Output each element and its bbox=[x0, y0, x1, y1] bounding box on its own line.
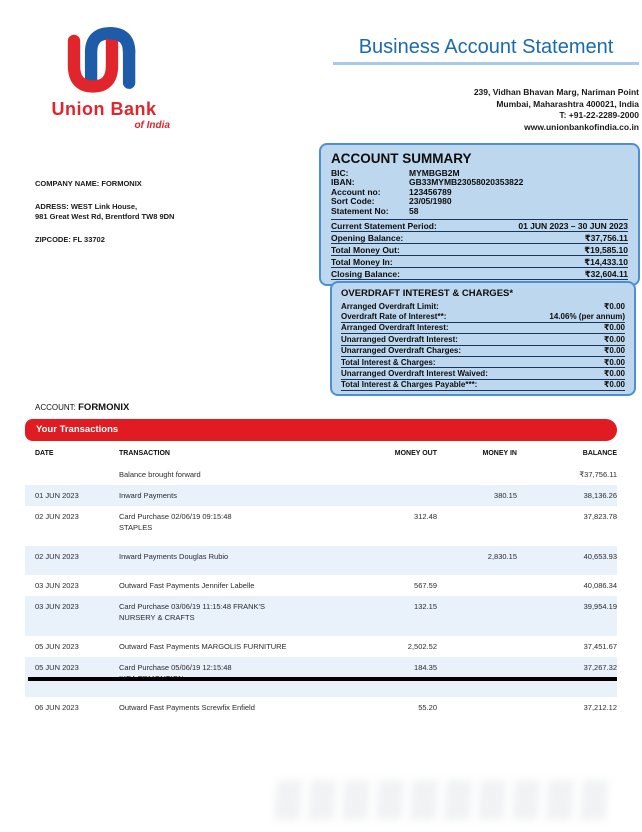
tx-date-cell: 05 JUN 2023 bbox=[35, 642, 79, 651]
page-title: Business Account Statement bbox=[358, 36, 614, 58]
overdraft-row bbox=[341, 311, 625, 321]
summary-info-value: GB33MYMB23058020353822 bbox=[409, 177, 524, 188]
tx-desc-cell bbox=[119, 601, 335, 623]
overdraft-row-label: Total Interest & Charges Payable***: bbox=[341, 380, 478, 390]
summary-info-label: BIC: bbox=[331, 168, 349, 178]
summary-info-label: Statement No: bbox=[331, 205, 389, 216]
tx-desc-line1: Outward Fast Payments MARGOLIS FURNITURE bbox=[119, 642, 287, 651]
tx-balance-cell: 40,086.34 bbox=[583, 581, 617, 590]
company-zipcode-line: ZIPCODE: FL 33702 bbox=[35, 235, 105, 244]
tx-date-cell: 03 JUN 2023 bbox=[35, 581, 79, 590]
table-row bbox=[25, 697, 617, 718]
tx-desc-cell bbox=[119, 469, 335, 480]
summary-value-row bbox=[331, 255, 628, 267]
tx-balance-cell: 37,267.32 bbox=[583, 663, 617, 672]
tx-desc-cell bbox=[119, 702, 335, 713]
summary-value-amount: ₹14,433.10 bbox=[584, 256, 628, 267]
tx-date-cell: 02 JUN 2023 bbox=[35, 552, 79, 561]
tx-desc-line2: STAPLES bbox=[119, 523, 153, 532]
summary-info-value: 23/05/1980 bbox=[409, 196, 452, 207]
tx-date-cell: 05 JUN 2023 bbox=[35, 663, 79, 672]
tx-money-out-cell bbox=[341, 490, 437, 501]
overdraft-row bbox=[341, 301, 625, 311]
tx-desc-line1: Inward Payments bbox=[119, 491, 177, 500]
tx-desc-line1: Outward Fast Payments Screwfix Enfield bbox=[119, 703, 255, 712]
tx-money-in-cell bbox=[443, 702, 517, 713]
overdraft-row bbox=[341, 333, 625, 344]
summary-value-label: Opening Balance: bbox=[331, 232, 404, 243]
summary-info-label: Account no: bbox=[331, 186, 381, 197]
transactions-header-row bbox=[25, 445, 617, 464]
overdraft-box bbox=[330, 281, 636, 396]
tx-money-out-cell: 184.35 bbox=[414, 663, 437, 672]
table-row bbox=[25, 464, 617, 485]
summary-info-label: IBAN: bbox=[331, 177, 355, 188]
table-row bbox=[25, 506, 617, 546]
overdraft-row-label: Unarranged Overdraft Charges: bbox=[341, 346, 462, 356]
column-header-transaction: TRANSACTION bbox=[119, 450, 170, 457]
summary-info-value: MYMBGB2M bbox=[409, 168, 460, 178]
tx-money-out-cell: 312.48 bbox=[414, 512, 437, 521]
tx-money-in-cell bbox=[443, 641, 517, 652]
summary-value-label: Closing Balance: bbox=[331, 268, 400, 279]
summary-info-rows bbox=[331, 169, 628, 216]
company-address-line2: 981 Great West Rd, Brentford TW8 9DN bbox=[35, 212, 175, 221]
tx-desc-cell bbox=[119, 511, 335, 533]
title-underline bbox=[333, 62, 639, 65]
tx-balance-cell: 37,451.67 bbox=[583, 642, 617, 651]
tx-money-out-cell bbox=[341, 469, 437, 480]
tx-money-in-cell bbox=[443, 580, 517, 591]
column-header-money-in: MONEY IN bbox=[482, 450, 517, 457]
tx-money-out-cell: 567.59 bbox=[414, 581, 437, 590]
summary-info-row bbox=[331, 207, 628, 216]
overdraft-row-label: Total Interest & Charges: bbox=[341, 357, 436, 367]
summary-value-rows bbox=[331, 219, 628, 280]
overdraft-row-label: Unarranged Overdraft Interest: bbox=[341, 334, 458, 344]
overdraft-row bbox=[341, 379, 625, 391]
tx-desc-cell bbox=[119, 580, 335, 591]
tx-date-cell: 03 JUN 2023 bbox=[35, 602, 79, 611]
tx-date-cell: 06 JUN 2023 bbox=[35, 703, 79, 712]
summary-info-value: 58 bbox=[409, 205, 419, 216]
account-line bbox=[35, 402, 129, 413]
summary-value-amount: 01 JUN 2023 – 30 JUN 2023 bbox=[518, 220, 628, 231]
overdraft-row-label: Unarranged Overdraft Interest Waived: bbox=[341, 368, 488, 378]
overdraft-row bbox=[341, 345, 625, 356]
summary-value-row bbox=[331, 219, 628, 231]
overdraft-row-amount: ₹0.00 bbox=[603, 334, 625, 344]
transactions-banner-label: Your Transactions bbox=[36, 424, 119, 435]
tx-date-cell: 02 JUN 2023 bbox=[35, 512, 79, 521]
tx-money-in-cell bbox=[443, 469, 517, 480]
tx-desc-cell bbox=[119, 551, 335, 562]
tx-desc-line1: Balance brought forward bbox=[119, 470, 201, 479]
overdraft-row bbox=[341, 356, 625, 367]
tx-desc-line1: Inward Payments Douglas Rubio bbox=[119, 552, 229, 561]
tx-desc-line1: Card Purchase 02/06/19 09:15:48 bbox=[119, 512, 232, 521]
faint-watermark bbox=[274, 780, 612, 820]
tx-date-cell bbox=[35, 469, 113, 480]
brand-tagline: of India bbox=[134, 120, 170, 131]
tx-money-in-cell: 2,830.15 bbox=[487, 552, 517, 561]
tx-money-out-cell: 2,502.52 bbox=[407, 642, 437, 651]
table-row bbox=[25, 485, 617, 506]
summary-value-amount: ₹32,604.11 bbox=[584, 268, 628, 279]
summary-value-row bbox=[331, 231, 628, 243]
tx-balance-cell: ₹37,756.11 bbox=[579, 470, 617, 479]
tx-desc-cell bbox=[119, 641, 335, 652]
bank-address-line: Mumbai, Maharashtra 400021, India bbox=[496, 98, 639, 109]
table-row bbox=[25, 596, 617, 636]
tx-desc-line1: Card Purchase 05/06/19 12:15:48 bbox=[119, 663, 232, 672]
tx-balance-cell: 37,823.78 bbox=[583, 512, 617, 521]
tx-money-out-cell: 132.15 bbox=[414, 602, 437, 611]
overdraft-row-label: Arranged Overdraft Limit: bbox=[341, 301, 439, 311]
summary-value-label: Current Statement Period: bbox=[331, 220, 437, 231]
overdraft-row-amount: ₹0.00 bbox=[603, 301, 625, 311]
tx-balance-cell: 38,136.26 bbox=[583, 491, 617, 500]
overdraft-title: OVERDRAFT INTEREST & CHARGES* bbox=[341, 288, 514, 299]
union-bank-logo-icon bbox=[55, 16, 150, 100]
end-of-transactions-rule bbox=[28, 677, 617, 681]
overdraft-row-amount: ₹0.00 bbox=[603, 346, 625, 356]
overdraft-row bbox=[341, 322, 625, 333]
tx-money-out-cell bbox=[341, 551, 437, 562]
transactions-banner bbox=[25, 419, 617, 441]
summary-info-value: 123456789 bbox=[409, 186, 452, 197]
overdraft-row-label: Arranged Overdraft Interest: bbox=[341, 323, 449, 333]
account-summary-box bbox=[319, 143, 640, 286]
overdraft-rows bbox=[341, 301, 625, 391]
tx-money-in-cell bbox=[443, 601, 517, 623]
overdraft-row-amount: ₹0.00 bbox=[603, 357, 625, 367]
table-row bbox=[25, 575, 617, 596]
summary-info-row bbox=[331, 188, 628, 197]
table-row bbox=[25, 636, 617, 657]
summary-value-label: Total Money In: bbox=[331, 256, 393, 267]
tx-date-cell: 01 JUN 2023 bbox=[35, 491, 79, 500]
summary-value-row bbox=[331, 267, 628, 280]
tx-money-in-cell bbox=[443, 511, 517, 533]
overdraft-row bbox=[341, 367, 625, 378]
overdraft-row-label: Overdraft Rate of Interest**: bbox=[341, 311, 447, 321]
summary-value-amount: ₹37,756.11 bbox=[584, 232, 628, 243]
summary-value-row bbox=[331, 243, 628, 255]
tx-desc-line1: Outward Fast Payments Jennifer Labelle bbox=[119, 581, 255, 590]
summary-value-label: Total Money Out: bbox=[331, 244, 400, 255]
bank-address-line: T: +91-22-2289-2000 bbox=[559, 110, 639, 120]
bank-address-line: www.unionbankofindia.co.in bbox=[524, 121, 639, 132]
tx-desc-line2: NURSERY & CRAFTS bbox=[119, 613, 195, 622]
column-header-date: DATE bbox=[35, 450, 54, 457]
account-summary-title: ACCOUNT SUMMARY bbox=[331, 151, 472, 166]
statement-header bbox=[333, 36, 639, 133]
tx-money-in-cell: 380.15 bbox=[494, 491, 517, 500]
company-block bbox=[35, 179, 174, 245]
overdraft-row-amount: ₹0.00 bbox=[603, 368, 625, 378]
tx-balance-cell: 37,212.12 bbox=[583, 703, 617, 712]
overdraft-row-amount: ₹0.00 bbox=[603, 380, 625, 390]
brand-name: Union Bank bbox=[51, 99, 157, 119]
company-name-line: COMPANY NAME: FORMONIX bbox=[35, 179, 142, 188]
tx-desc-line1: Card Purchase 03/06/19 11:15:48 FRANK'S bbox=[119, 602, 265, 611]
bank-address bbox=[333, 87, 639, 133]
overdraft-row-amount: 14.06% (per annum) bbox=[549, 311, 625, 321]
summary-value-amount: ₹19,585.10 bbox=[584, 244, 628, 255]
overdraft-row-amount: ₹0.00 bbox=[603, 323, 625, 333]
bank-address-line: 239, Vidhan Bhavan Marg, Nariman Point bbox=[473, 87, 639, 97]
tx-balance-cell: 40,653.93 bbox=[583, 552, 617, 561]
tx-money-out-cell: 55.20 bbox=[418, 703, 437, 712]
tx-balance-cell: 39,954.19 bbox=[583, 602, 617, 611]
company-address-line1: ADRESS: WEST Link House, bbox=[35, 202, 138, 211]
tx-desc-cell bbox=[119, 490, 335, 501]
column-header-balance: BALANCE bbox=[582, 450, 617, 457]
column-header-money-out: MONEY OUT bbox=[394, 450, 437, 457]
account-label: ACCOUNT: bbox=[35, 403, 76, 412]
table-row bbox=[25, 546, 617, 575]
summary-info-label: Sort Code: bbox=[331, 196, 375, 207]
account-value: FORMONIX bbox=[78, 402, 130, 413]
